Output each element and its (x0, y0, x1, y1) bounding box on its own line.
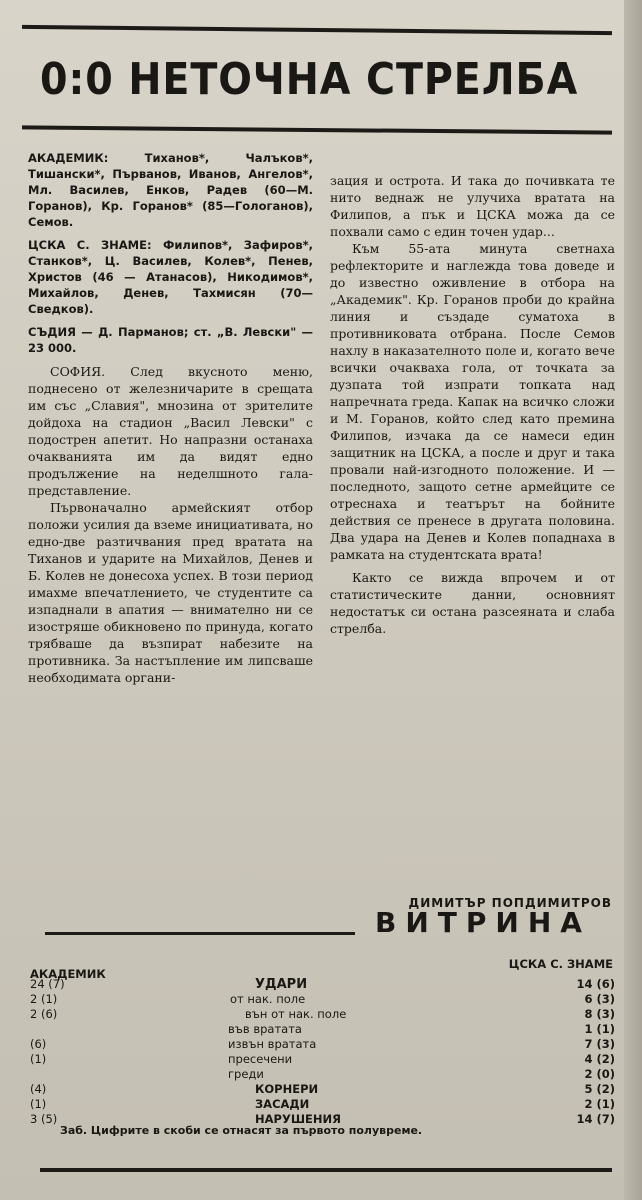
stat-label: КОРНЕРИ (255, 1082, 319, 1096)
article-paragraph: зация и острота. И така до почивката те нито веднаж не улучиха вратата на Филипов, а пък и ЦСКА можа да се похвали само с един точен удар... (330, 173, 615, 239)
lineup-referee (28, 324, 313, 356)
stat-left: 24 (7) (30, 977, 65, 991)
stat-label: греди (228, 1067, 264, 1081)
stats-footnote: Заб. Цифрите в скоби се отнасят за първото полувреме. (60, 1124, 423, 1137)
page-edge (624, 0, 642, 1200)
right-column (330, 172, 615, 637)
author-byline: ДИМИТЪР ПОПДИМИТРОВ (408, 896, 612, 910)
stat-right: 14 (7) (576, 1112, 615, 1126)
stat-label: вън от нак. поле (245, 1007, 347, 1021)
stat-left: 3 (5) (30, 1112, 58, 1126)
stats-row (30, 992, 615, 1006)
lineup-akademik (28, 150, 313, 230)
vitrina-title: ВИТРИНА (375, 906, 591, 939)
stat-right: 2 (0) (584, 1067, 615, 1081)
stat-left: 2 (1) (30, 992, 58, 1006)
stat-right: 7 (3) (584, 1037, 615, 1051)
stats-row (30, 1097, 615, 1111)
referee-info: Д. Парманов; ст. „В. Левски" — 23 000. (28, 325, 313, 355)
article-paragraph: СОФИЯ. След вкусното меню, поднесено от железничарите в срещата им със „Славия", мнозина от зрителите дойдоха на стадион „Васил Левски" с подострен апетит. Но напразни останаха очакванията им да видят едно продължение на неделшното гала-представление. (28, 364, 313, 498)
stat-left: (4) (30, 1082, 47, 1096)
stat-label: извън вратата (228, 1037, 317, 1051)
stats-row (30, 1037, 615, 1051)
lineup-players: Филипов*, Зафиров*, Станков*, Ц. Василев, Колев*, Пенев, Христов (46 — Атанасов), Никодимов*, Михайлов, Денев, Тахмисян (70— Сведков). (28, 238, 313, 316)
left-column (28, 150, 313, 686)
stat-right: 1 (1) (584, 1022, 615, 1036)
stats-row (30, 1052, 615, 1066)
referee-label: СЪДИЯ — (28, 325, 93, 339)
stat-label: УДАРИ (255, 977, 308, 992)
stat-left: (6) (30, 1037, 47, 1051)
stats-table (30, 955, 615, 1135)
article-paragraph: Първоначално армейският отбор положи усилия да вземе инициативата, но едно-две разтичвания пред вратата на Тиханов и ударите на Михайлов, Денев и Б. Колев не донесоха успех. В този период имахме впечатлението, че студентите са изпаднали в апатия — внимателно ни се изостряше обикновено по принуда, когато трябваше да възпират набезите на противника. За настъпление им липсваше необходимата органи- (28, 500, 313, 685)
stats-row (30, 1007, 615, 1021)
article-paragraph: Към 55-ата минута светнаха рефлекторите и наглежда това доведе и до известно оживление в отбора на „Академик". Кр. Горанов проби до крайна линия и създаде суматоха в противниковата отбрана. После Семов нахлу в наказателното поле и, когато вече всички очакваха гола, от точката за дузпата той изпрати топката над напречната греда. Капак на всичко сложи и М. Горанов, който след като премина Филипов, изчака да се намеси един защитник на ЦСКА, а после и друг и така провали най-изгодното положение. И — последното, защото сетне армейците се отреснаха и театърът на бойните действия се пренесе в другата половина. Два удара на Денев и Колев попаднаха в рамката на студентската врата! (330, 241, 615, 562)
stat-left: (1) (30, 1052, 47, 1066)
stats-team-left: АКАДЕМИК (30, 967, 106, 981)
stats-row (30, 977, 615, 991)
stats-row (30, 1067, 615, 1081)
vitrina-rule-left (45, 932, 355, 935)
stat-right: 5 (2) (584, 1082, 615, 1096)
stat-right: 4 (2) (584, 1052, 615, 1066)
article-paragraph: Както се вижда впрочем и от статистическите данни, основният недостатък си остана разсеяната и слаба стрелба. (330, 570, 615, 636)
lineup-team-name: АКАДЕМИК: (28, 151, 109, 165)
stat-label: НАРУШЕНИЯ (255, 1112, 341, 1126)
stat-left: (1) (30, 1097, 47, 1111)
stat-right: 8 (3) (584, 1007, 615, 1021)
stat-right: 6 (3) (584, 992, 615, 1006)
stat-label: от нак. поле (230, 992, 306, 1006)
stats-row (30, 1082, 615, 1096)
stat-right: 2 (1) (584, 1097, 615, 1111)
headline: 0:0 НЕТОЧНА СТРЕЛБА (40, 54, 579, 105)
stats-row (30, 1022, 615, 1036)
lineup-cska (28, 237, 313, 317)
stat-label: пресечени (228, 1052, 293, 1066)
stat-right: 14 (6) (576, 977, 615, 991)
stat-label: във вратата (228, 1022, 302, 1036)
stat-left: 2 (6) (30, 1007, 58, 1021)
bottom-rule (40, 1168, 612, 1172)
lineup-team-name: ЦСКА С. ЗНАМЕ: (28, 238, 152, 252)
stat-label: ЗАСАДИ (255, 1097, 310, 1111)
lineup-players: Тиханов*, Чалъков*, Тишански*, Първанов, Иванов, Ангелов*, Мл. Василев, Енков, Радев (60—М. Горанов), Кр. Горанов* (85—Гологанов), Семов. (28, 151, 313, 229)
stats-team-right: ЦСКА С. ЗНАМЕ (508, 957, 613, 971)
